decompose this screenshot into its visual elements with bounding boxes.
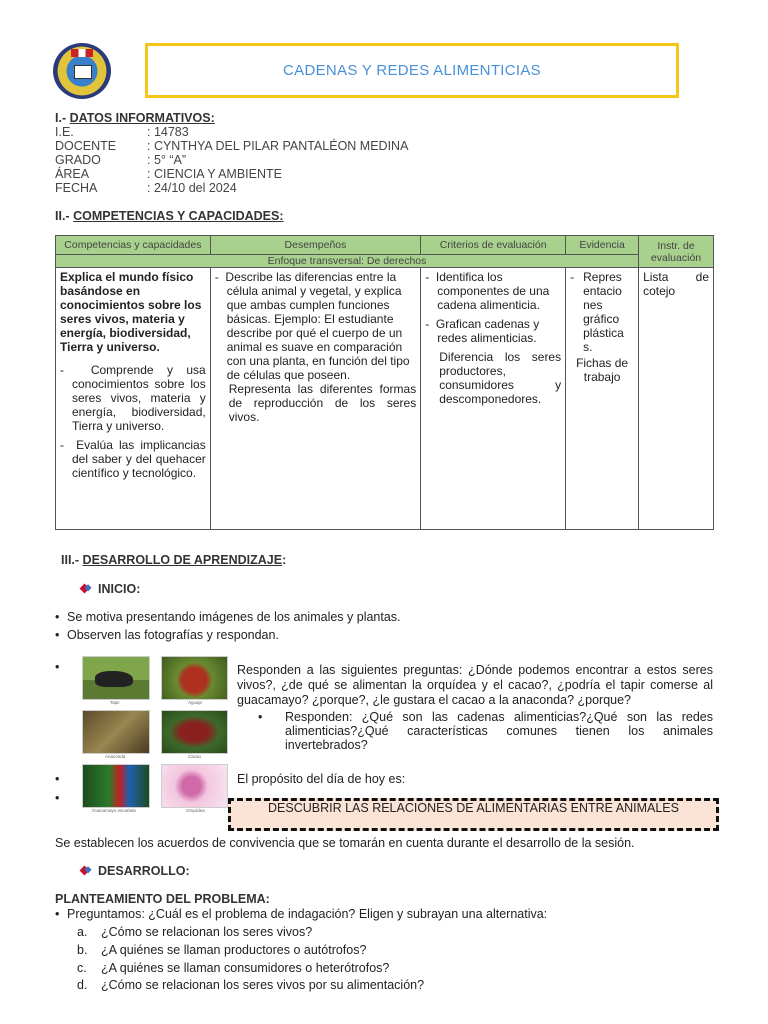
alternative-text: ¿Cómo se relacionan los seres vivos?: [101, 925, 313, 939]
desempeno-cell: [210, 268, 420, 530]
proposito-intro: El propósito del día de hoy es:: [237, 772, 406, 786]
book-icon: [74, 65, 92, 79]
list-item: [55, 628, 279, 642]
competencies-table: [55, 235, 714, 530]
competencia-cell: [56, 268, 211, 530]
bullet-icon: •: [55, 660, 60, 674]
info-row: [55, 153, 186, 167]
section-colon: :: [282, 553, 287, 567]
alternative-text: ¿A quiénes se llaman consumidores o heterótrofos?: [101, 961, 390, 975]
capacidad-item: - Evalúa las implicancias del saber y del quehacer científico y tecnológico.: [60, 438, 206, 480]
criterio-text: Grafican cadenas y redes alimenticias.: [435, 317, 540, 345]
section-1-heading: [55, 111, 215, 125]
desempeno-text-2: Representa las diferentes formas de reproducción de los seres vivos.: [228, 382, 417, 424]
bullet-icon: •: [55, 772, 60, 786]
section-number: II.-: [55, 209, 70, 223]
image-caption: Guacamayo escarlata: [92, 808, 136, 813]
cacao-image: [161, 710, 228, 754]
alternative-letter: a.: [77, 925, 88, 939]
evidencia-cell: [566, 268, 639, 530]
inicio-heading: [81, 582, 140, 596]
image-caption: Orquídea: [186, 808, 205, 813]
info-label: I.E.: [55, 125, 74, 139]
school-logo: [53, 43, 111, 99]
info-row: [55, 181, 237, 195]
info-label: FECHA: [55, 181, 98, 195]
diamond-bullet-icon: [80, 866, 90, 876]
list-item: [55, 610, 401, 624]
section-3-heading: [61, 553, 286, 567]
info-label: ÁREA: [55, 167, 90, 181]
enfoque-row: [56, 255, 714, 268]
info-row: [55, 139, 408, 153]
orquidea-image: [161, 764, 228, 808]
subpregunta-item: [258, 710, 713, 752]
capacidad-text: Evalúa las implicancias del saber y del quehacer científico y tecnológico.: [72, 438, 206, 480]
image-caption: Anaconda: [105, 754, 126, 759]
info-row: [55, 167, 282, 181]
alternative-letter: b.: [77, 943, 88, 957]
alternative-item: [77, 961, 389, 975]
aguaje-image: [161, 656, 228, 700]
criterio-item: - Identifica los componentes de una cadena alimenticia.: [425, 270, 550, 312]
bullet-icon: •: [55, 628, 60, 642]
table-header: Competencias y capacidades: [56, 236, 211, 255]
desarrollo-label: DESARROLLO:: [98, 864, 190, 878]
desempeno-text: Describe las diferencias entre la célula animal y vegetal, y explica que ambas cumplen funciones básicas. Ejemplo: El estudiante describe por qué el cuerpo de un animal es suave en comparación con una planta, en función del tipo de células que poseen.: [225, 270, 410, 382]
desempeno-item: - Describe las diferencias entre la célula animal y vegetal, y explica que ambas cumplen funciones básicas. Ejemplo: El estudiante describe por qué el cuerpo de un animal es suave en comparación con una planta, en función del tipo de células que poseen.: [214, 270, 410, 382]
acuerdos-text: Se establecen los acuerdos de convivencia que se tomarán en cuenta durante el desarrollo de la sesión.: [55, 836, 635, 850]
tapir-image: [82, 656, 150, 700]
list-item-text: Observen las fotografías y respondan.: [67, 628, 279, 642]
evidencia-line: plástica: [583, 326, 624, 340]
section-2-heading: [55, 209, 284, 223]
guacamayo-image: [82, 764, 150, 808]
evidencia-text: [583, 270, 624, 354]
evidencia-item: - Repres entacio nes gráfico plástica s.: [570, 270, 624, 354]
title-box: [145, 43, 679, 98]
criterio-text: Identifica los componentes de una cadena alimenticia.: [435, 270, 550, 312]
criterio-text-3: Diferencia los seres productores, consumidores y descomponedores.: [439, 350, 562, 406]
info-value: : 24/10 del 2024: [147, 181, 237, 195]
table-row: [56, 268, 714, 530]
section-number: I.-: [55, 111, 67, 125]
competencia-title: Explica el mundo físico basándose en conocimientos sobre los seres vivos, materia y energía, biodiversidad, Tierra y universo.: [60, 270, 202, 354]
alternative-item: [77, 943, 366, 957]
anaconda-image: [82, 710, 150, 754]
evidencia-line: nes: [583, 298, 603, 312]
info-value: : CIENCIA Y AMBIENTE: [147, 167, 282, 181]
list-item: [55, 907, 547, 921]
info-value: : 5° “A”: [147, 153, 187, 167]
proposito-text: DESCUBRIR LAS RELACIONES DE ALIMENTARIAS ENTRE ANIMALES: [268, 801, 679, 815]
info-row: [55, 125, 189, 139]
alternative-letter: c.: [77, 961, 87, 975]
image-caption: Aguaje: [188, 700, 203, 705]
preguntas-text: Responden a las siguientes preguntas: ¿Dónde podemos encontrar a estos seres vivos?, ¿de qué se alimentan la orquídea y el cacao?, ¿podría el tapir comerse al guacamayo? ¿porque?, ¿le gustara el cacao a la anaconda? ¿porque?: [237, 663, 713, 707]
alternative-item: [77, 978, 424, 992]
list-item-text: Se motiva presentando imágenes de los animales y plantas.: [67, 610, 401, 624]
section-title: DATOS INFORMATIVOS:: [69, 111, 215, 125]
info-value: : 14783: [147, 125, 189, 139]
alternative-text: ¿A quiénes se llaman productores o autótrofos?: [101, 943, 367, 957]
list-item-text: Preguntamos: ¿Cuál es el problema de indagación? Eligen y subrayan una alternativa:: [67, 907, 548, 921]
page-title: CADENAS Y REDES ALIMENTICIAS: [283, 62, 541, 79]
info-label: GRADO: [55, 153, 101, 167]
capacidad-item: - Comprende y usa conocimientos sobre los seres vivos, materia y energía, biodiversidad, Tierra y universo.: [60, 363, 206, 433]
alternative-text: ¿Cómo se relacionan los seres vivos por su alimentación?: [101, 978, 425, 992]
alternative-letter: d.: [77, 978, 88, 992]
bullet-icon: •: [55, 907, 60, 921]
bullet-icon: •: [55, 610, 60, 624]
image-caption: Tapir: [110, 700, 120, 705]
table-header: Evidencia: [566, 236, 639, 255]
bullet-icon: •: [258, 710, 263, 724]
planteamiento-heading: PLANTEAMIENTO DEL PROBLEMA:: [55, 892, 270, 906]
evidencia-line: entacio: [583, 284, 622, 298]
flag-icon: [71, 49, 93, 57]
criterio-cell: [421, 268, 566, 530]
evidencia-text-2: Fichas de trabajo: [576, 356, 629, 384]
info-value: : CYNTHYA DEL PILAR PANTALÉON MEDINA: [147, 139, 409, 153]
section-number: III.-: [61, 553, 80, 567]
table-header: Desempeños: [210, 236, 420, 255]
criterio-item: - Grafican cadenas y redes alimenticias.: [425, 317, 540, 345]
bullet-icon: •: [55, 791, 60, 805]
alternative-item: [77, 925, 312, 939]
table-header: Criterios de evaluación: [421, 236, 566, 255]
evidencia-line: s.: [583, 340, 593, 354]
section-title: DESARROLLO DE APRENDIZAJE: [82, 553, 283, 567]
table-header-row: [56, 236, 714, 255]
proposito-box: [228, 798, 719, 831]
diamond-bullet-icon: [80, 584, 90, 594]
evidencia-line: Repres: [583, 270, 622, 284]
section-title: COMPETENCIAS Y CAPACIDADES:: [73, 209, 284, 223]
desarrollo-heading: [81, 864, 190, 878]
enfoque-cell: Enfoque transversal: De derechos: [56, 255, 639, 268]
instrumento-cell: Lista de cotejo: [639, 268, 714, 530]
info-label: DOCENTE: [55, 139, 117, 153]
subpregunta-text: Responden: ¿Qué son las cadenas alimenticias?¿Qué son las redes alimenticias?¿Qué características comunes tienen los animales invertebrados?: [285, 710, 713, 752]
capacidad-text: Comprende y usa conocimientos sobre los seres vivos, materia y energía, biodiversidad, Tierra y universo.: [72, 363, 206, 433]
table-header: Instr. de evaluación: [639, 236, 714, 268]
inicio-label: INICIO:: [98, 582, 141, 596]
image-caption: Cacao: [188, 754, 202, 759]
evidencia-line: gráfico: [583, 312, 620, 326]
